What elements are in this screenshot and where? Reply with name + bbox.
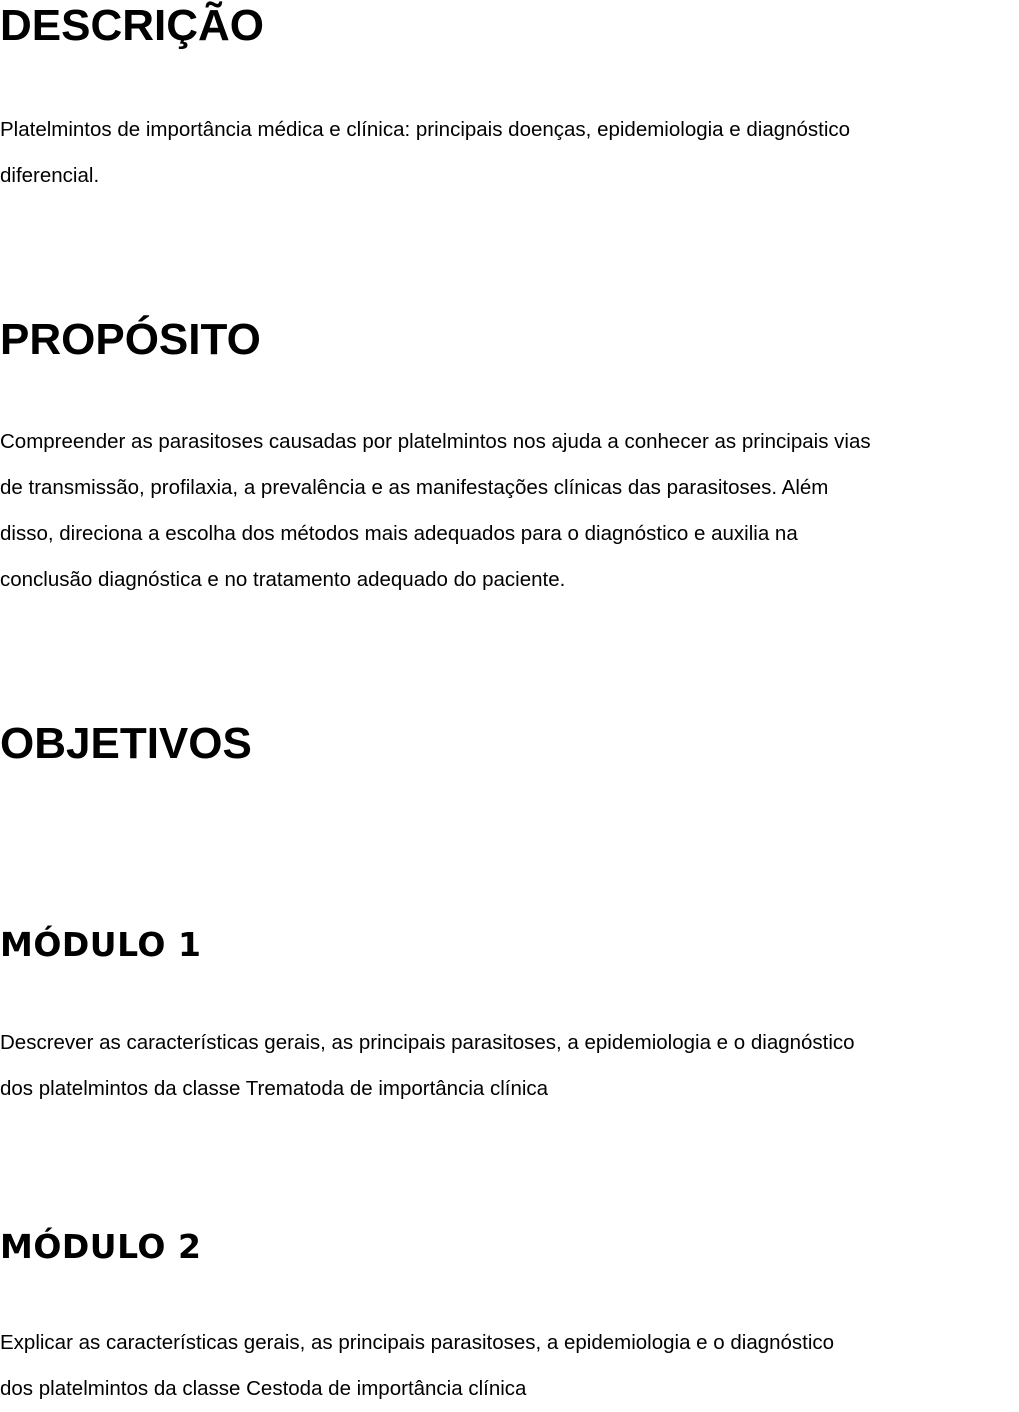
paragraph-line: dos platelmintos da classe Cestoda de importância clínica	[0, 1377, 527, 1400]
paragraph-descricao	[0, 107, 1019, 199]
paragraph-line: disso, direciona a escolha dos métodos mais adequados para o diagnóstico e auxilia na	[0, 522, 798, 545]
paragraph-proposito	[0, 419, 1019, 603]
paragraph-line: dos platelmintos da classe Trematoda de importância clínica	[0, 1077, 549, 1100]
heading-proposito: PROPÓSITO	[0, 315, 261, 364]
heading-descricao: DESCRIÇÃO	[0, 1, 265, 50]
paragraph-modulo-1	[0, 1020, 1019, 1112]
paragraph-line: de transmissão, profilaxia, a prevalência e as manifestações clínicas das parasitoses. Além	[0, 476, 829, 499]
heading-objetivos: OBJETIVOS	[0, 719, 252, 768]
heading-modulo-1: MÓDULO 1	[0, 925, 202, 964]
paragraph-line: Platelmintos de importância médica e clínica: principais doenças, epidemiologia e diagnóstico	[0, 118, 851, 141]
paragraph-line: conclusão diagnóstica e no tratamento adequado do paciente.	[0, 568, 566, 591]
heading-modulo-2: MÓDULO 2	[0, 1227, 202, 1266]
paragraph-line: Descrever as características gerais, as principais parasitoses, a epidemiologia e o diagnóstico	[0, 1031, 855, 1054]
paragraph-modulo-2	[0, 1320, 1019, 1412]
paragraph-line: Compreender as parasitoses causadas por platelmintos nos ajuda a conhecer as principais vias	[0, 430, 871, 453]
paragraph-line: diferencial.	[0, 164, 100, 187]
paragraph-line: Explicar as características gerais, as principais parasitoses, a epidemiologia e o diagnóstico	[0, 1331, 835, 1354]
